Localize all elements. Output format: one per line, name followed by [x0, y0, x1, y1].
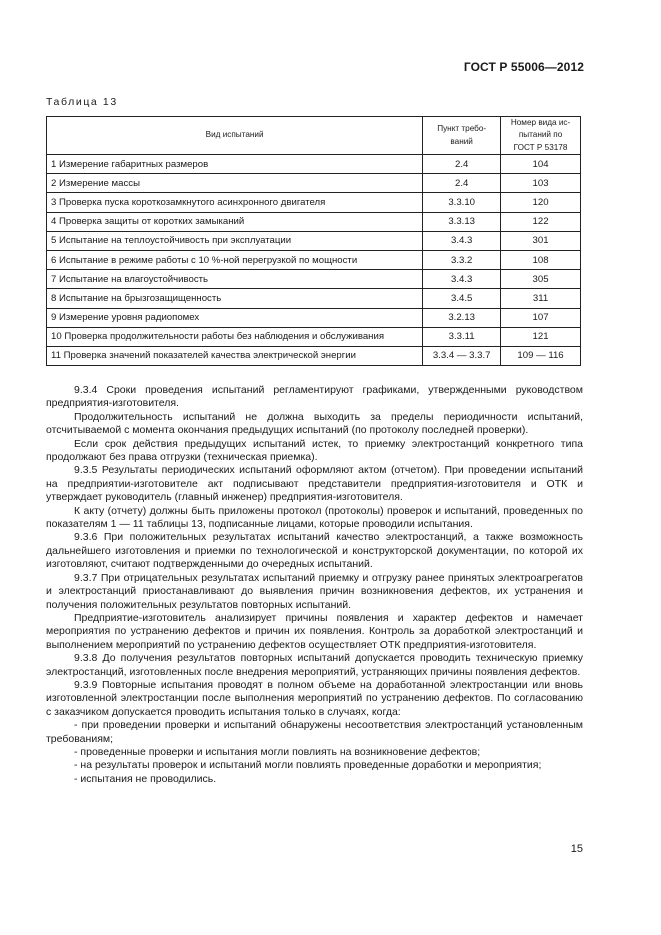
- test-name-cell: 3 Проверка пуска короткозамкнутого асинхронного двигателя: [47, 193, 423, 212]
- column-header-test-number: [501, 117, 581, 155]
- test-number-cell: 104: [501, 155, 581, 174]
- body-text: [46, 384, 583, 786]
- clause-cell: 2.4: [423, 155, 501, 174]
- test-number-cell: 103: [501, 174, 581, 193]
- test-number-cell: 301: [501, 231, 581, 250]
- test-number-cell: 120: [501, 193, 581, 212]
- test-number-cell: 109 — 116: [501, 346, 581, 365]
- table-header-row: [47, 117, 581, 155]
- test-name-cell: 8 Испытание на брызгозащищенность: [47, 289, 423, 308]
- paragraph: 9.3.5 Результаты периодических испытаний оформляют актом (отчетом). При проведении испытаний на предприятии-изготовителе акт подписывают представители предприятия-изготовителя и ОТК и утверждает руководитель (главный инженер) предприятия-изготовителя.: [46, 464, 583, 504]
- clause-cell: 3.4.3: [423, 231, 501, 250]
- table-row: [47, 346, 581, 365]
- table-caption: Таблица 13: [46, 96, 118, 108]
- paragraph: 9.3.9 Повторные испытания проводят в полном объеме на доработанной электростанции или вновь изготовленной электростанции после выполнения мероприятий по устранению дефектов. По согласованию с заказчиком допускается проводить испытания только в случаях, когда:: [46, 678, 583, 718]
- test-name-cell: 4 Проверка защиты от коротких замыканий: [47, 212, 423, 231]
- table-row: [47, 250, 581, 269]
- paragraph: Если срок действия предыдущих испытаний истек, то приемку электростанций конкретного типа продолжают без права отгрузки (техническая приемка).: [46, 437, 583, 464]
- clause-cell: 3.4.5: [423, 289, 501, 308]
- test-number-cell: 311: [501, 289, 581, 308]
- clause-cell: 2.4: [423, 174, 501, 193]
- table-row: [47, 289, 581, 308]
- column-header-clause: [423, 117, 501, 155]
- test-number-cell: 305: [501, 270, 581, 289]
- list-item: - испытания не проводились.: [74, 772, 217, 785]
- column-header-test-number-text: Номер вида ис- пытаний по ГОСТ Р 53178: [510, 118, 571, 152]
- tests-table: [46, 116, 581, 366]
- test-number-cell: 122: [501, 212, 581, 231]
- test-number-cell: 108: [501, 250, 581, 269]
- column-header-clause-text: Пункт требо- ваний: [437, 124, 487, 146]
- clause-cell: 3.3.10: [423, 193, 501, 212]
- clause-cell: 3.3.2: [423, 250, 501, 269]
- table-row: [47, 270, 581, 289]
- table-row: [47, 174, 581, 193]
- test-name-cell: 5 Испытание на теплоустойчивость при эксплуатации: [47, 231, 423, 250]
- test-name-cell: 7 Испытание на влагоустойчивость: [47, 270, 423, 289]
- clause-cell: 3.2.13: [423, 308, 501, 327]
- table-row: [47, 193, 581, 212]
- paragraph: Предприятие-изготовитель анализирует причины появления и характер дефектов и намечает мероприятия по устранению дефектов и причин их появления. Контроль за доработкой электростанций и выполнением мероприятий по устранению дефектов осуществляет ОТК предприятия-изготовителя.: [46, 611, 583, 651]
- test-name-cell: 9 Измерение уровня радиопомех: [47, 308, 423, 327]
- paragraph: Продолжительность испытаний не должна выходить за пределы периодичности испытаний, отсчитываемой с момента окончания предыдущих испытаний (по протоколу последней проверки).: [46, 410, 583, 437]
- table-row: [47, 308, 581, 327]
- test-name-cell: 6 Испытание в режиме работы с 10 %-ной перегрузкой по мощности: [47, 250, 423, 269]
- test-name-cell: 10 Проверка продолжительности работы без наблюдения и обслуживания: [47, 327, 423, 346]
- list-item: - на результаты проверок и испытаний могли повлиять проведенные доработки и мероприятия;: [74, 759, 542, 772]
- test-number-cell: 121: [501, 327, 581, 346]
- list-item: - при проведении проверки и испытаний обнаружены несоответствия электростанций установленным требованиям;: [46, 719, 583, 745]
- clause-cell: 3.3.11: [423, 327, 501, 346]
- paragraph: 9.3.4 Сроки проведения испытаний регламентируют графиками, утвержденными руководством предприятия-изготовителя.: [46, 384, 583, 410]
- paragraph: К акту (отчету) должны быть приложены протокол (протоколы) проверок и испытаний, проведенных по показателям 1 — 11 таблицы 13, подписанные лицами, которые проводили испытания.: [46, 504, 583, 531]
- test-number-cell: 107: [501, 308, 581, 327]
- document-header: ГОСТ Р 55006—2012: [463, 60, 584, 74]
- column-header-test-type: Вид испытаний: [47, 117, 423, 155]
- page-number: 15: [570, 843, 583, 855]
- test-name-cell: 2 Измерение массы: [47, 174, 423, 193]
- clause-cell: 3.3.4 — 3.3.7: [423, 346, 501, 365]
- list-item: - проведенные проверки и испытания могли повлиять на возникновение дефектов;: [74, 745, 481, 758]
- paragraph: 9.3.6 При положительных результатах испытаний качество электростанций, а также возможность дальнейшего изготовления и приемки по технологической и конструкторской документации, по которой их изготовляют, считают подтвержденными до очередных испытаний.: [46, 531, 583, 571]
- test-name-cell: 11 Проверка значений показателей качества электрической энергии: [47, 346, 423, 365]
- table-row: [47, 155, 581, 174]
- clause-cell: 3.4.3: [423, 270, 501, 289]
- paragraph: 9.3.8 До получения результатов повторных испытаний допускается проводить техническую приемку электростанций, изготовленных после внедрения мероприятий, устраняющих причины появления дефектов.: [46, 652, 583, 678]
- paragraph: 9.3.7 При отрицательных результатах испытаний приемку и отгрузку ранее принятых электроагрегатов и электростанций приостанавливают до выявления причин возникновения дефектов, их устранения и получения положительных результатов повторных испытаний.: [46, 571, 583, 611]
- test-name-cell: 1 Измерение габаритных размеров: [47, 155, 423, 174]
- table-row: [47, 327, 581, 346]
- clause-cell: 3.3.13: [423, 212, 501, 231]
- table-row: [47, 212, 581, 231]
- table-row: [47, 231, 581, 250]
